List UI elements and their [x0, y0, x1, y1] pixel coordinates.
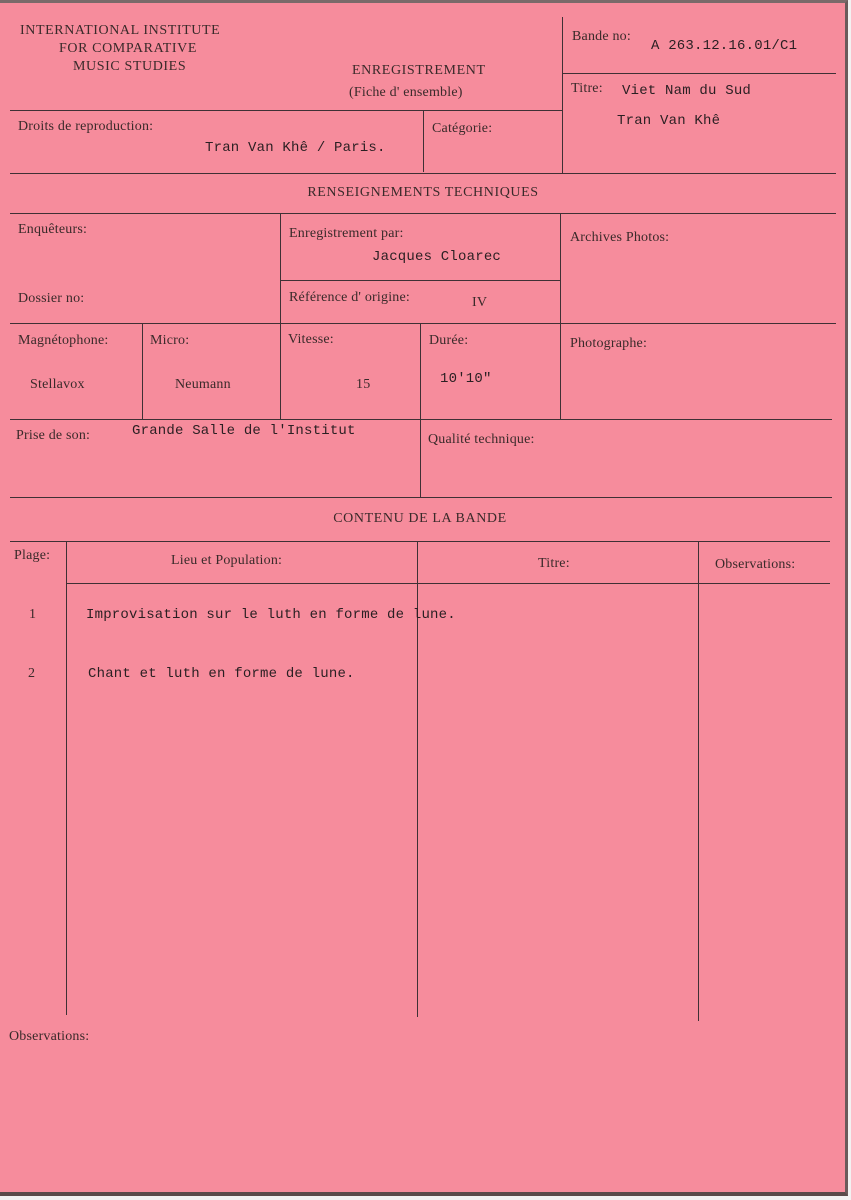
vitesse-label: Vitesse: [288, 332, 334, 347]
col-header-titre: Titre: [538, 556, 570, 571]
prise-de-son-label: Prise de son: [16, 428, 91, 443]
form-title: ENREGISTREMENT [352, 63, 486, 78]
rule [10, 497, 832, 498]
enqueteurs-label: Enquêteurs: [18, 222, 88, 237]
rule [10, 213, 836, 214]
micro-label: Micro: [150, 333, 190, 348]
reference-label: Référence d' origine: [289, 290, 410, 305]
rule [10, 541, 830, 542]
rule [423, 110, 424, 172]
col-header-lieu: Lieu et Population: [171, 553, 283, 568]
table-row-1-lieu: Improvisation sur le luth en forme de lune. [86, 607, 456, 623]
bande-label: Bande no: [572, 29, 631, 44]
institute-name-line2: FOR COMPARATIVE [59, 41, 198, 56]
titre-value-line1: Viet Nam du Sud [622, 83, 752, 99]
prise-de-son-value: Grande Salle de l'Institut [132, 423, 356, 439]
col-header-observations: Observations: [715, 557, 796, 572]
section-title-contenu: CONTENU DE LA BANDE [333, 511, 507, 526]
enregistrement-value: Jacques Cloarec [372, 249, 502, 265]
rule [142, 323, 143, 419]
rule [420, 323, 421, 497]
rule [560, 213, 561, 419]
observations-label: Observations: [9, 1029, 90, 1044]
institute-name-line3: MUSIC STUDIES [73, 59, 187, 74]
form-subtitle: (Fiche d' ensemble) [349, 85, 463, 100]
enregistrement-label: Enregistrement par: [289, 226, 404, 241]
titre-label: Titre: [571, 81, 603, 96]
rule [10, 419, 832, 420]
rule [10, 173, 836, 174]
rule [10, 110, 562, 111]
duree-value: 10'10" [440, 371, 492, 387]
dossier-label: Dossier no: [18, 291, 85, 306]
qualite-label: Qualité technique: [428, 432, 535, 447]
rule [66, 583, 830, 584]
rule [698, 541, 699, 1021]
categorie-label: Catégorie: [432, 121, 493, 136]
rule [280, 213, 281, 419]
magnetophone-value: Stellavox [30, 377, 85, 392]
photographe-label: Photographe: [570, 336, 648, 351]
magnetophone-label: Magnétophone: [18, 333, 109, 348]
archives-photos-label: Archives Photos: [570, 230, 670, 245]
titre-value-line2: Tran Van Khê [617, 113, 721, 129]
col-header-plage: Plage: [14, 548, 51, 563]
micro-value: Neumann [175, 377, 231, 392]
table-row-2-plage: 2 [28, 666, 36, 681]
rule [562, 73, 836, 74]
table-row-2-lieu: Chant et luth en forme de lune. [88, 666, 355, 682]
institute-name-line1: INTERNATIONAL INSTITUTE [20, 23, 221, 38]
rule [280, 280, 560, 281]
table-row-1-plage: 1 [29, 607, 37, 622]
vitesse-value: 15 [356, 377, 371, 392]
reference-value: IV [472, 295, 488, 310]
duree-label: Durée: [429, 333, 469, 348]
rule [10, 323, 836, 324]
rule [66, 541, 67, 1015]
droits-label: Droits de reproduction: [18, 119, 154, 134]
section-title-technique: RENSEIGNEMENTS TECHNIQUES [307, 185, 539, 200]
rule [562, 17, 563, 173]
bande-value: A 263.12.16.01/C1 [651, 38, 798, 54]
droits-value: Tran Van Khê / Paris. [205, 140, 386, 156]
